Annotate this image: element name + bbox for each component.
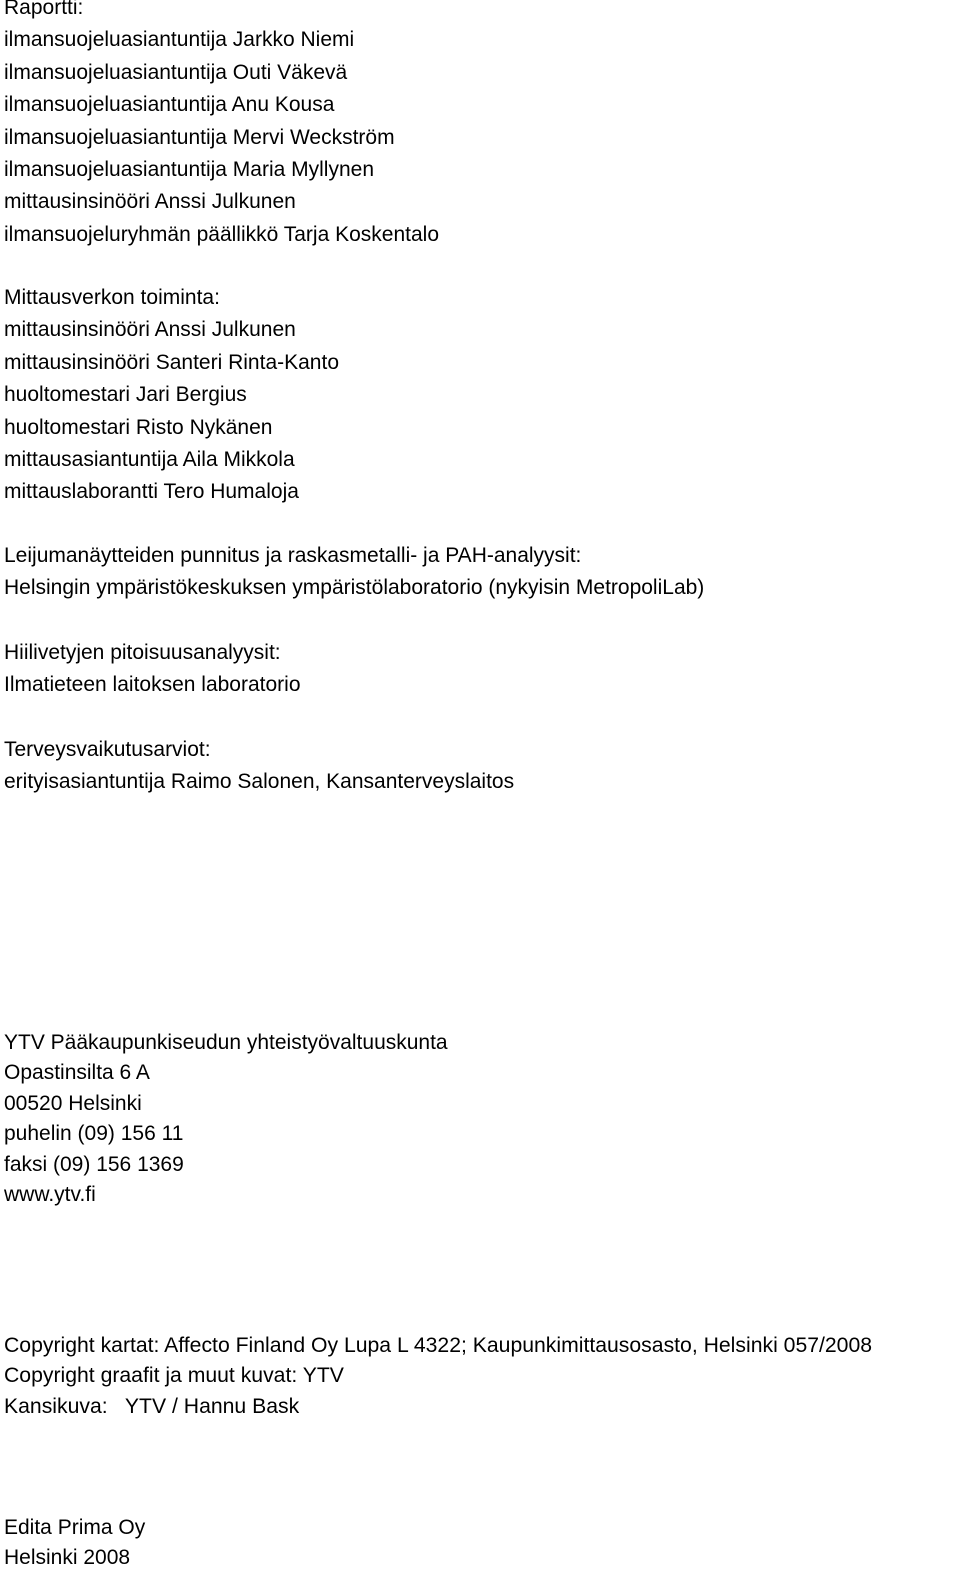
lead-analysis-heading: Leijumanäytteiden punnitus ja raskasmetalli- ja PAH-analyysit: <box>4 544 582 567</box>
publisher-website: www.ytv.fi <box>4 1183 96 1207</box>
reports-line: ilmansuojeluasiantuntija Anu Kousa <box>4 93 335 117</box>
reports-section <box>4 0 439 251</box>
reports-line: ilmansuojeluasiantuntija Maria Myllynen <box>4 158 375 182</box>
network-heading: Mittausverkon toiminta: <box>4 286 220 309</box>
hydrocarbon-section <box>4 637 301 702</box>
reports-line: ilmansuojeluasiantuntija Jarkko Niemi <box>4 28 355 52</box>
health-line: erityisasiantuntija Raimo Salonen, Kansanterveyslaitos <box>4 770 515 794</box>
hydrocarbon-line: Ilmatieteen laitoksen laboratorio <box>4 673 301 697</box>
copyright-maps: Copyright kartat: Affecto Finland Oy Lupa L 4322; Kaupunkimittausosasto, Helsinki 057/2008 <box>4 1334 873 1357</box>
copyright-block <box>4 1331 872 1422</box>
lead-analysis-line: Helsingin ympäristökeskuksen ympäristölaboratorio (nykyisin MetropoliLab) <box>4 576 705 600</box>
publisher-block <box>4 1028 448 1210</box>
reports-heading: Raportti: <box>4 0 84 19</box>
network-line: mittausasiantuntija Aila Mikkola <box>4 448 295 472</box>
reports-line: mittausinsinööri Anssi Julkunen <box>4 190 296 214</box>
printer-place-year: Helsinki 2008 <box>4 1546 131 1570</box>
network-line: mittauslaborantti Tero Humaloja <box>4 480 299 504</box>
reports-line: ilmansuojeluasiantuntija Mervi Weckström <box>4 125 395 149</box>
cover-photo-credit: Kansikuva: YTV / Hannu Bask <box>4 1394 300 1418</box>
hydrocarbon-heading: Hiilivetyjen pitoisuusanalyysit: <box>4 641 281 664</box>
lead-analysis-section <box>4 540 704 605</box>
network-line: huoltomestari Jari Bergius <box>4 383 247 407</box>
health-section <box>4 734 514 799</box>
printer-name: Edita Prima Oy <box>4 1516 146 1539</box>
publisher-postal: 00520 Helsinki <box>4 1091 142 1115</box>
network-line: mittausinsinööri Santeri Rinta-Kanto <box>4 350 339 374</box>
network-line: mittausinsinööri Anssi Julkunen <box>4 318 296 342</box>
reports-line: ilmansuojeluasiantuntija Outi Väkevä <box>4 60 348 84</box>
printer-block <box>4 1513 145 1574</box>
publisher-phone: puhelin (09) 156 11 <box>4 1122 184 1146</box>
reports-line: ilmansuojeluryhmän päällikkö Tarja Koskentalo <box>4 222 440 246</box>
health-heading: Terveysvaikutusarviot: <box>4 738 211 761</box>
publisher-fax: faksi (09) 156 1369 <box>4 1152 184 1176</box>
copyright-graphs: Copyright graafit ja muut kuvat: YTV <box>4 1364 344 1388</box>
publisher-street: Opastinsilta 6 A <box>4 1061 150 1085</box>
network-section <box>4 282 339 509</box>
publisher-name: YTV Pääkaupunkiseudun yhteistyövaltuuskunta <box>4 1031 448 1054</box>
network-line: huoltomestari Risto Nykänen <box>4 415 273 439</box>
